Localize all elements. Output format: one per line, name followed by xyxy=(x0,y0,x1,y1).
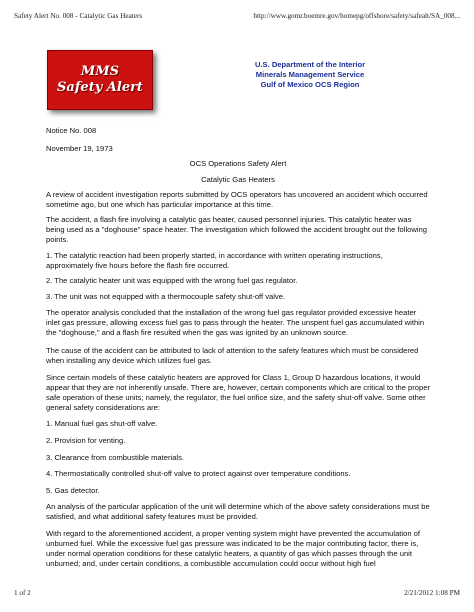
agency-line-2: Minerals Management Service xyxy=(255,70,365,79)
paragraph-accident: The accident, a flash fire involving a catalytic gas heater, caused personnel injuries. This catalytic heater was being used as a "doghouse" space heater. The investigation which followed the accident brought out the following points. xyxy=(46,215,427,244)
paragraph-considerations: Since certain models of these catalytic heaters are approved for Class 1, Group D hazardous locations, it would appear that they are not inherently unsafe. There are, however, certain components which are critical to the proper safe operation of these units; namely, the regulator, the fuel orifice size, and the safety shut-off valve. Some other general safety considerations are: xyxy=(46,373,430,412)
finding-3: 3. The unit was not equipped with a thermocouple safety shut-off valve. xyxy=(46,292,286,301)
print-footer xyxy=(14,589,460,597)
logo-line-2: Safety Alert xyxy=(57,80,143,95)
mms-safety-alert-logo xyxy=(47,50,153,110)
print-timestamp: 2/21/2012 1:08 PM xyxy=(404,589,460,597)
logo-line-1: MMS xyxy=(80,64,120,79)
paragraph-venting: With regard to the aforementioned accident, a proper venting system might have prevented the accumulation of unburned fuel. While the excessive fuel gas pressure was indicated to be the major contributing factor, there is, under normal operation conditions for these catalytic heaters, a quantity of gas which passes through the unit unburned; and, under certain conditions, a combustible accumulation could occur without high fuel xyxy=(46,529,420,568)
finding-2: 2. The catalytic heater unit was equipped with the wrong fuel gas regulator. xyxy=(46,276,298,285)
consideration-3: 3. Clearance from combustible materials. xyxy=(46,453,185,462)
consideration-1: 1. Manual fuel gas shut-off valve. xyxy=(46,419,158,428)
paragraph-application: An analysis of the particular application of the unit will determine which of the above safety considerations must be satisfied, and what additional safety features must be provided. xyxy=(46,502,430,521)
paragraph-cause: The cause of the accident can be attributed to lack of attention to the safety features which must be considered when installing any device which utilizes fuel gas. xyxy=(46,346,419,365)
print-header-url: http://www.gomr.boemre.gov/homepg/offshore/safety/safealt/SA_008... xyxy=(253,12,460,20)
page-count: 1 of 2 xyxy=(14,589,31,597)
agency-line-1: U.S. Department of the Interior xyxy=(254,60,366,69)
consideration-4: 4. Thermostatically controlled shut-off valve to protect against over temperature conditions. xyxy=(46,469,351,478)
consideration-5: 5. Gas detector. xyxy=(46,486,100,495)
paragraph-intro: A review of accident investigation reports submitted by OCS operators has uncovered an accident which occurred sometime ago, but one which has particular importance at this time. xyxy=(46,190,428,209)
paragraph-analysis: The operator analysis concluded that the installation of the wrong fuel gas regulator provided excessive heater inlet gas pressure, allowing excess fuel gas to pass through the heater. The unspent fuel gas accumulated within the "doghouse," and a flash fire resulted when the gas was ignited by an unknown source. xyxy=(46,308,425,337)
notice-date: November 19, 1973 xyxy=(46,144,113,153)
document-subheading: Catalytic Gas Heaters xyxy=(201,175,275,184)
print-header-title: Safety Alert No. 008 - Catalytic Gas Heaters xyxy=(14,12,143,20)
agency-block xyxy=(220,60,400,90)
print-header xyxy=(14,12,460,20)
consideration-2: 2. Provision for venting. xyxy=(46,436,126,445)
document-heading: OCS Operations Safety Alert xyxy=(189,159,287,168)
notice-number: Notice No. 008 xyxy=(46,126,97,135)
finding-1: 1. The catalytic reaction had been properly started, in accordance with written operating instructions, approximately five hours before the flash fire occurred. xyxy=(46,251,383,270)
agency-line-3: Gulf of Mexico OCS Region xyxy=(260,80,360,89)
